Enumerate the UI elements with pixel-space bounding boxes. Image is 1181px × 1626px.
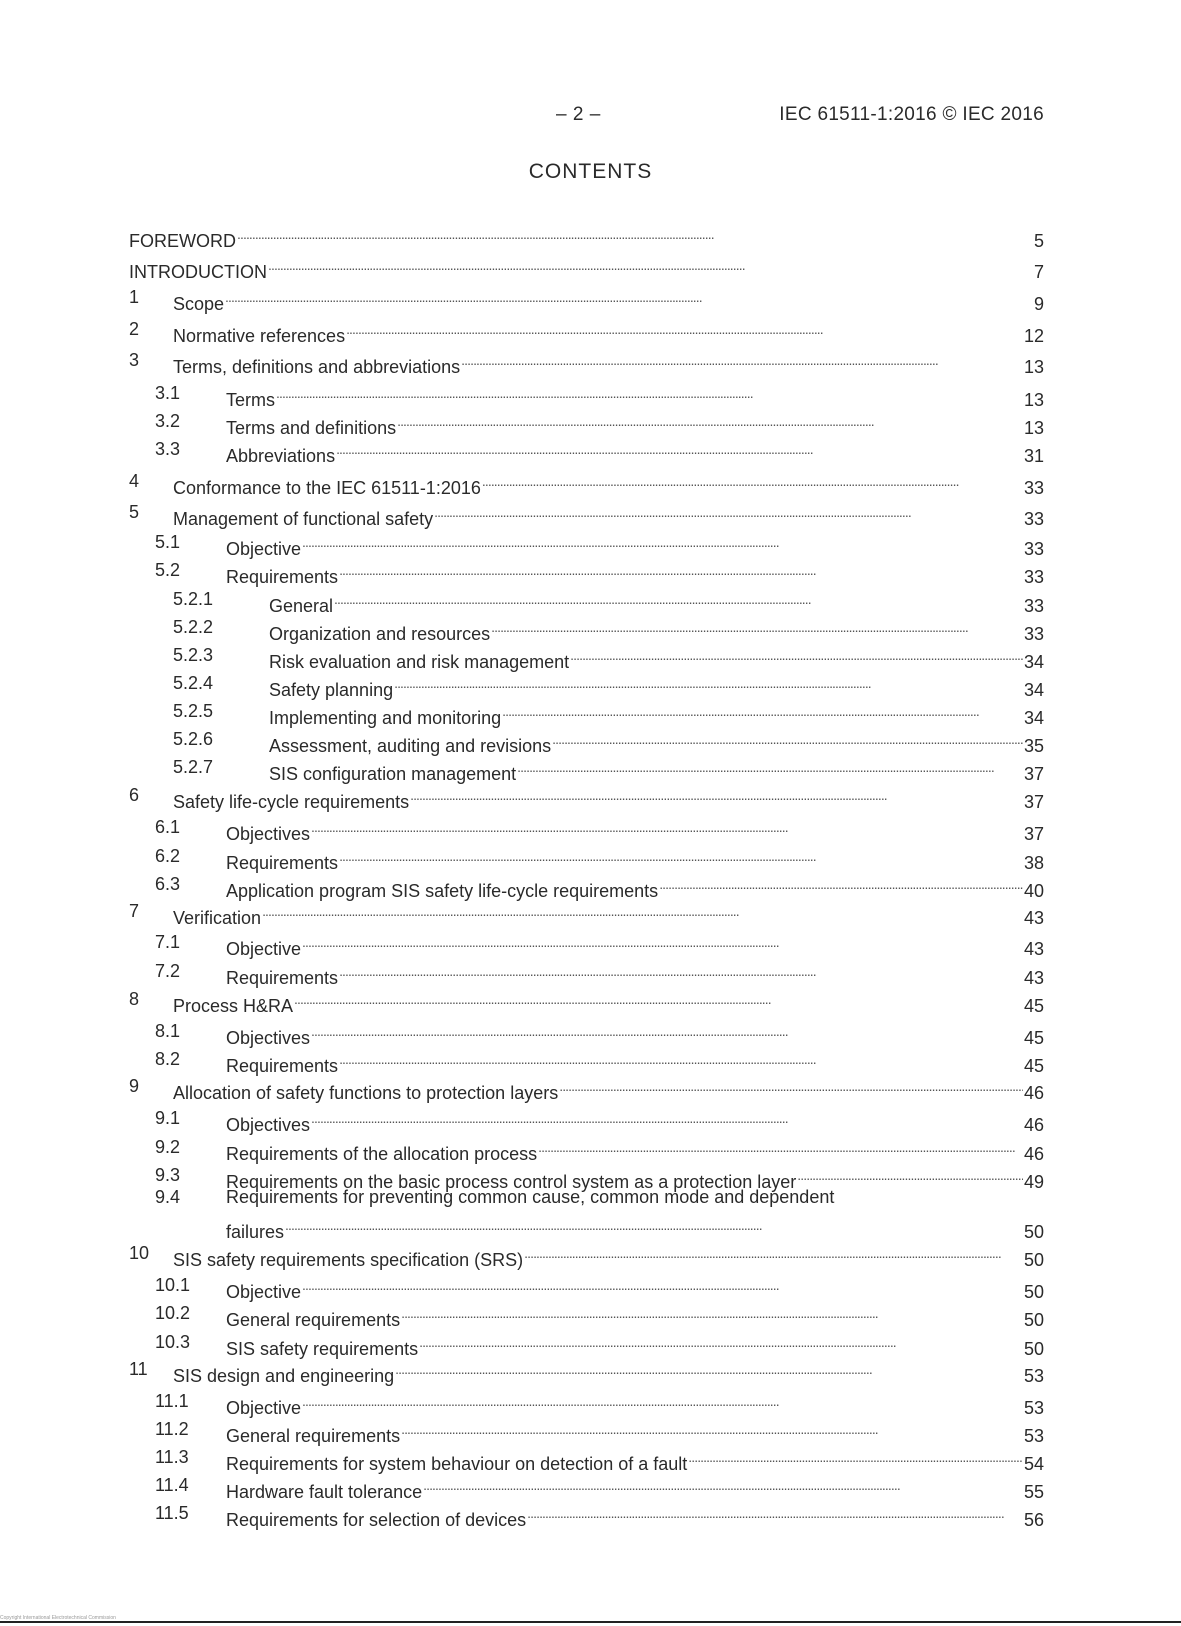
dot-leader — [502, 698, 1023, 724]
dot-leader — [339, 1046, 1023, 1072]
toc-entry[interactable] — [0, 347, 1181, 377]
toc-entry-page: 54 — [1023, 1454, 1044, 1474]
toc-entry[interactable] — [0, 726, 1181, 756]
toc-entry-number: 5.2 — [155, 560, 181, 580]
toc-entry-number: 8.2 — [155, 1049, 181, 1069]
toc-entry-number: 5.2.7 — [173, 757, 214, 777]
dot-leader — [434, 499, 1023, 525]
toc-entry[interactable] — [0, 642, 1181, 672]
toc-entry-number: 6 — [129, 785, 140, 805]
toc-entry-number: 8 — [129, 989, 140, 1009]
dot-leader — [395, 1356, 1023, 1382]
toc-entry-page: 35 — [1023, 736, 1044, 756]
toc-entry-page: 33 — [1023, 509, 1044, 529]
toc-entry-page: 56 — [1023, 1510, 1044, 1530]
dot-leader — [339, 843, 1023, 869]
toc-entry-title: SIS safety requirements specification (SRS) — [173, 1250, 524, 1270]
toc-entry-title: Management of functional safety — [173, 509, 434, 529]
toc-entry-page: 33 — [1023, 596, 1044, 616]
dot-leader — [538, 1134, 1023, 1160]
toc-entry-page: 53 — [1023, 1398, 1044, 1418]
dot-leader — [346, 316, 1023, 342]
toc-entry[interactable] — [0, 670, 1181, 700]
toc-entry-title: SIS safety requirements — [226, 1339, 419, 1359]
toc-entry-page: 45 — [1023, 996, 1044, 1016]
dot-leader — [461, 347, 1023, 373]
toc-entry-title: Requirements — [226, 567, 339, 587]
toc-entry-title: Terms and definitions — [226, 418, 397, 438]
toc-entry[interactable] — [0, 1272, 1181, 1302]
toc-entry-number: 7.1 — [155, 932, 181, 952]
dot-leader — [401, 1416, 1023, 1442]
toc-entry-number: 10 — [129, 1243, 150, 1263]
toc-entry[interactable] — [0, 814, 1181, 844]
toc-entry-title: Requirements of the allocation process — [226, 1144, 538, 1164]
dot-leader — [276, 380, 1023, 406]
toc-entry-number: 6.1 — [155, 817, 181, 837]
toc-entry-page: 37 — [1023, 792, 1044, 812]
toc-entry-title: Objective — [226, 1282, 302, 1302]
toc-entry-title: Abbreviations — [226, 446, 336, 466]
toc-entry-page: 49 — [1023, 1172, 1044, 1192]
dot-leader — [527, 1500, 1023, 1526]
toc-entry-title: Objectives — [226, 824, 311, 844]
toc-entry-title: Implementing and monitoring — [269, 708, 502, 728]
toc-entry-title: SIS configuration management — [269, 764, 517, 784]
toc-entry[interactable] — [0, 1212, 1181, 1242]
toc-entry-page: 33 — [1023, 567, 1044, 587]
toc-entry-title: Risk evaluation and risk management — [269, 652, 570, 672]
dot-leader — [237, 221, 1033, 247]
toc-entry[interactable] — [0, 1444, 1181, 1474]
toc-entry-title: Requirements — [226, 1056, 339, 1076]
toc-entry-page: 38 — [1023, 853, 1044, 873]
toc-entry-page: 34 — [1023, 708, 1044, 728]
toc-entry-number: 5.2.5 — [173, 701, 214, 721]
toc-entry-title: Objectives — [226, 1028, 311, 1048]
toc-entry-number: 10.2 — [155, 1303, 191, 1323]
dot-leader — [482, 468, 1023, 494]
toc-entry-title: Requirements for selection of devices — [226, 1510, 527, 1530]
toc-entry-title: Normative references — [173, 326, 346, 346]
toc-entry-title: INTRODUCTION — [129, 262, 267, 282]
toc-entry[interactable] — [0, 929, 1181, 959]
footer-rule — [0, 1621, 1181, 1623]
toc-entry[interactable] — [0, 1105, 1181, 1135]
standard-reference: IEC 61511-1:2016 © IEC 2016 — [779, 104, 1044, 125]
toc-entry[interactable] — [0, 754, 1181, 784]
toc-entry[interactable] — [0, 1416, 1181, 1446]
toc-entry-title: FOREWORD — [129, 231, 236, 251]
toc-entry-page: 37 — [1023, 824, 1044, 844]
dot-leader — [302, 529, 1023, 555]
toc-entry-page: 33 — [1023, 478, 1044, 498]
toc-entry-page: 34 — [1023, 680, 1044, 700]
toc-entry-page: 37 — [1023, 764, 1044, 784]
toc-entry-page: 45 — [1023, 1028, 1044, 1048]
toc-entry-number: 9.3 — [155, 1165, 181, 1185]
dot-leader — [394, 670, 1023, 696]
toc-entry-title: Verification — [173, 908, 262, 928]
dot-leader — [334, 586, 1023, 612]
toc-entry-page: 43 — [1023, 939, 1044, 959]
dot-leader — [401, 1300, 1023, 1326]
toc-entry-page: 45 — [1023, 1056, 1044, 1076]
toc-entry-title: Terms, definitions and abbreviations — [173, 357, 461, 377]
toc-entry-number: 9.4 — [155, 1187, 181, 1207]
dot-leader — [524, 1240, 1023, 1266]
toc-entry-title: Objective — [226, 1398, 302, 1418]
toc-entry-page: 50 — [1023, 1310, 1044, 1330]
toc-entry-title: Scope — [173, 294, 225, 314]
contents-title: CONTENTS — [528, 160, 653, 183]
dot-leader — [336, 436, 1023, 462]
toc-entry-title: Conformance to the IEC 61511-1:2016 — [173, 478, 481, 498]
toc-entry-number: 2 — [129, 319, 140, 339]
dot-leader — [268, 252, 1033, 278]
toc-entry-number: 9.2 — [155, 1137, 181, 1157]
dot-leader — [285, 1212, 1023, 1238]
toc-entry[interactable] — [0, 221, 1181, 251]
toc-entry-number: 5.2.4 — [173, 673, 214, 693]
toc-entry[interactable] — [0, 986, 1181, 1016]
toc-entry[interactable] — [0, 698, 1181, 728]
toc-entry[interactable] — [0, 1356, 1181, 1386]
toc-entry[interactable] — [0, 1046, 1181, 1076]
toc-entry[interactable] — [0, 1329, 1181, 1359]
toc-entry-title: General requirements — [226, 1310, 401, 1330]
toc-entry-number: 3.3 — [155, 439, 181, 459]
toc-entry-number: 11 — [129, 1359, 148, 1379]
toc-entry-number: 1 — [129, 287, 140, 307]
toc-entry[interactable] — [0, 316, 1181, 346]
dot-leader — [423, 1472, 1023, 1498]
toc-entry-title: Safety life-cycle requirements — [173, 792, 410, 812]
toc-entry[interactable] — [0, 284, 1181, 314]
toc-entry-number: 6.3 — [155, 874, 181, 894]
toc-entry-number: 9.1 — [155, 1108, 181, 1128]
toc-entry-page: 13 — [1023, 418, 1044, 438]
toc-entry-title: General requirements — [226, 1426, 401, 1446]
toc-entry-number: 5.2.2 — [173, 617, 214, 637]
dot-leader — [311, 1018, 1023, 1044]
toc-entry[interactable] — [0, 958, 1181, 988]
toc-entry-title: Terms — [226, 390, 275, 410]
toc-entry[interactable] — [0, 614, 1181, 644]
toc-entry-page: 9 — [1033, 294, 1044, 314]
toc-entry-page: 5 — [1033, 231, 1044, 251]
toc-entry[interactable] — [0, 408, 1181, 438]
toc-entry-title: Requirements — [226, 853, 339, 873]
toc-entry-number: 11.5 — [155, 1503, 189, 1523]
toc-entry[interactable] — [0, 557, 1181, 587]
toc-entry-page: 50 — [1023, 1282, 1044, 1302]
toc-entry-page: 46 — [1023, 1115, 1044, 1135]
dot-leader — [311, 1105, 1023, 1131]
toc-entry[interactable] — [0, 436, 1181, 466]
dot-leader — [559, 1073, 1023, 1099]
dot-leader — [419, 1329, 1023, 1355]
dot-leader — [302, 929, 1023, 955]
toc-entry-title: SIS design and engineering — [173, 1366, 395, 1386]
toc-entry-number: 4 — [129, 471, 140, 491]
toc-entry-title: Hardware fault tolerance — [226, 1482, 423, 1502]
toc-entry-page: 46 — [1023, 1083, 1044, 1103]
toc-entry-title: Requirements on the basic process control system as a protection layer — [226, 1172, 797, 1192]
toc-entry[interactable] — [0, 782, 1181, 812]
toc-entry-page: 13 — [1023, 357, 1044, 377]
toc-entry-title: Objective — [226, 539, 302, 559]
toc-entry[interactable] — [0, 529, 1181, 559]
dot-leader — [294, 986, 1023, 1012]
toc-entry-page: 46 — [1023, 1144, 1044, 1164]
toc-entry-page: 12 — [1023, 326, 1044, 346]
toc-entry-number: 11.3 — [155, 1447, 189, 1467]
toc-entry[interactable] — [0, 1073, 1181, 1103]
toc-entry-title: Process H&RA — [173, 996, 294, 1016]
toc-entry-page: 43 — [1023, 908, 1044, 928]
toc-entry-number: 5.1 — [155, 532, 181, 552]
toc-entry-page: 50 — [1023, 1222, 1044, 1242]
toc-entry-page: 53 — [1023, 1426, 1044, 1446]
toc-entry[interactable] — [0, 1134, 1181, 1164]
toc-entry-page: 7 — [1033, 262, 1044, 282]
toc-entry-page: 33 — [1023, 624, 1044, 644]
toc-entry-number: 10.3 — [155, 1332, 191, 1352]
toc-entry-number: 11.4 — [155, 1475, 189, 1495]
toc-entry-title: Requirements — [226, 968, 339, 988]
dot-leader — [311, 814, 1023, 840]
toc-entry-number: 3 — [129, 350, 140, 370]
toc-entry[interactable] — [0, 380, 1181, 410]
toc-entry[interactable] — [0, 586, 1181, 616]
dot-leader — [302, 1272, 1023, 1298]
toc-entry-page: 34 — [1023, 652, 1044, 672]
toc-entry[interactable] — [0, 843, 1181, 873]
page-number: – 2 – — [556, 104, 601, 125]
toc-entry[interactable] — [0, 252, 1181, 282]
toc-entry-title: Objectives — [226, 1115, 311, 1135]
dot-leader — [410, 782, 1023, 808]
toc-entry-title: Allocation of safety functions to protection layers — [173, 1083, 559, 1103]
toc-entry-number: 6.2 — [155, 846, 181, 866]
toc-entry-title: failures — [226, 1222, 285, 1242]
dot-leader — [552, 726, 1023, 752]
dot-leader — [570, 642, 1023, 668]
dot-leader — [225, 284, 1033, 310]
toc-entry-page: 53 — [1023, 1366, 1044, 1386]
toc-entry-title: Objective — [226, 939, 302, 959]
dot-leader — [339, 958, 1023, 984]
toc-entry-title: Safety planning — [269, 680, 394, 700]
toc-entry[interactable] — [0, 898, 1181, 928]
dot-leader — [339, 557, 1023, 583]
dot-leader — [659, 871, 1023, 897]
toc-entry-title: General — [269, 596, 334, 616]
toc-entry-page: 13 — [1023, 390, 1044, 410]
dot-leader — [262, 898, 1023, 924]
toc-entry-number: 3.1 — [155, 383, 181, 403]
toc-entry[interactable] — [0, 871, 1181, 901]
toc-entry-number: 11.2 — [155, 1419, 189, 1439]
toc-entry-title: Organization and resources — [269, 624, 491, 644]
dot-leader — [397, 408, 1023, 434]
toc-entry-number: 10.1 — [155, 1275, 191, 1295]
dot-leader — [517, 754, 1023, 780]
toc-entry-number: 3.2 — [155, 411, 181, 431]
toc-entry-number: 5 — [129, 502, 140, 522]
toc-entry-number: 5.2.6 — [173, 729, 214, 749]
toc-entry[interactable] — [0, 468, 1181, 498]
toc-entry[interactable] — [0, 1300, 1181, 1330]
dot-leader — [688, 1444, 1023, 1470]
dot-leader — [491, 614, 1023, 640]
toc-entry-page: 33 — [1023, 539, 1044, 559]
toc-entry-page: 50 — [1023, 1339, 1044, 1359]
toc-entry-page: 31 — [1023, 446, 1044, 466]
toc-entry[interactable] — [0, 1472, 1181, 1502]
toc-entry-number: 5.2.3 — [173, 645, 214, 665]
toc-entry[interactable] — [0, 1388, 1181, 1418]
toc-entry[interactable] — [0, 499, 1181, 529]
toc-entry-title: Requirements for system behaviour on detection of a fault — [226, 1454, 688, 1474]
copyright-note: Copyright International Electrotechnical Commission — [0, 1615, 116, 1621]
toc-entry-title-line1: Requirements for preventing common cause, common mode and dependent — [226, 1187, 835, 1207]
toc-entry-number: 11.1 — [155, 1391, 189, 1411]
toc-entry-title: Application program SIS safety life-cycle requirements — [226, 881, 659, 901]
toc-entry[interactable] — [0, 1018, 1181, 1048]
toc-entry-page: 40 — [1023, 881, 1044, 901]
toc-entry-title: Assessment, auditing and revisions — [269, 736, 552, 756]
toc-entry-number: 7.2 — [155, 961, 181, 981]
dot-leader — [302, 1388, 1023, 1414]
toc-entry-page: 43 — [1023, 968, 1044, 988]
toc-entry-number: 5.2.1 — [173, 589, 214, 609]
toc-entry-page: 50 — [1023, 1250, 1044, 1270]
toc-entry-number: 7 — [129, 901, 140, 921]
toc-entry-number: 9 — [129, 1076, 140, 1096]
toc-entry-page: 55 — [1023, 1482, 1044, 1502]
toc-entry-number: 8.1 — [155, 1021, 181, 1041]
toc-entry[interactable] — [0, 1240, 1181, 1270]
toc-entry[interactable] — [0, 1500, 1181, 1530]
